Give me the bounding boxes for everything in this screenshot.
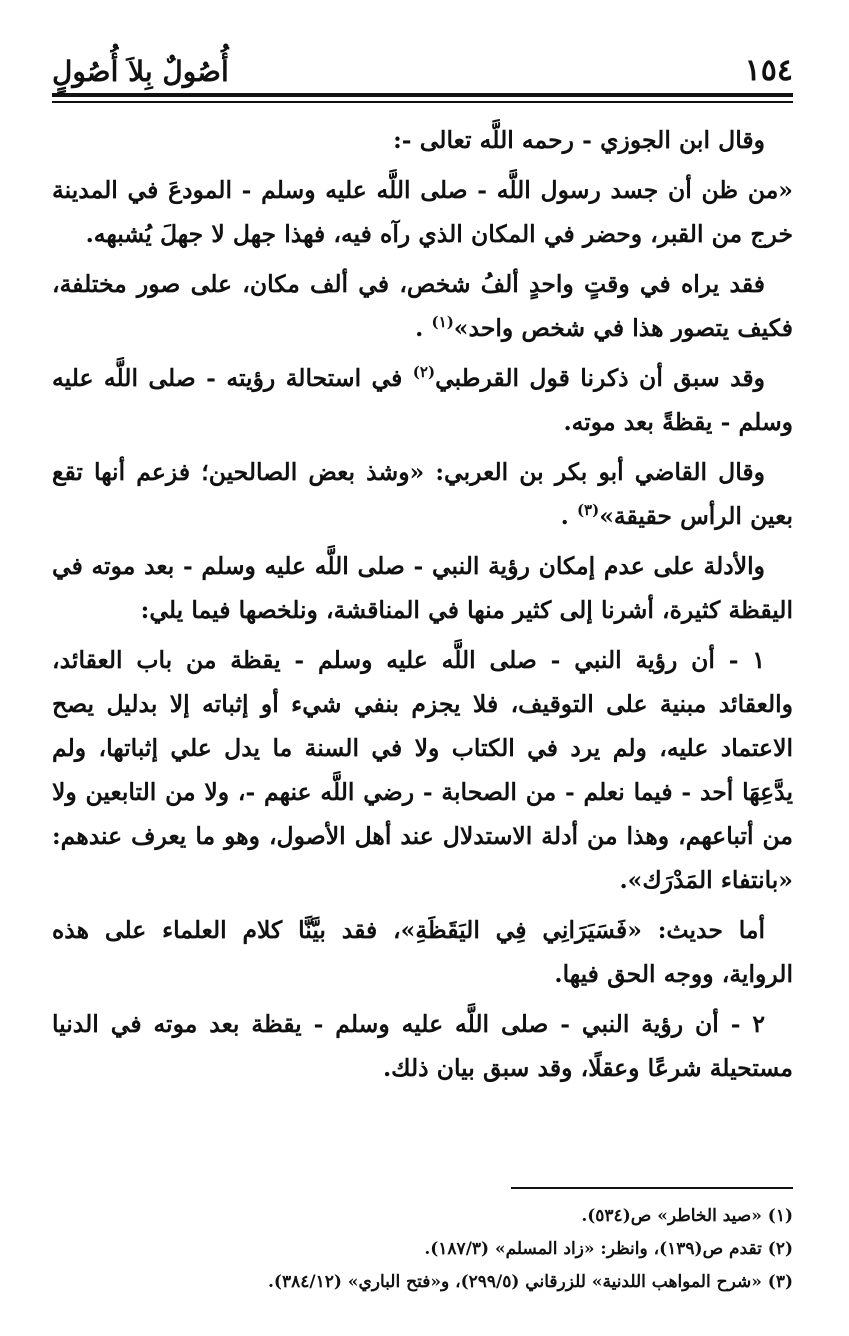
paragraph: والأدلة على عدم إمكان رؤية النبي - صلى اللَّه عليه وسلم - بعد موته في اليقظة كثيرة، أشرنا إلى كثير منها في المناقشة، ونلخصها فيما يلي: (52, 552, 793, 624)
page-header (52, 44, 793, 88)
footnote-ref[interactable]: (٢) (412, 363, 436, 382)
footnotes (52, 1200, 793, 1299)
header-rule-thick (52, 93, 793, 97)
footnote-rule (511, 1187, 793, 1189)
paragraph: وقد سبق أن ذكرنا قول القرطبي$^{(٢)}$ في استحالة رؤيته - صلى اللَّه عليه وسلم - يقظةً بعد موته. (52, 363, 793, 436)
paragraph: فقد يراه في وقتٍ واحدٍ ألفُ شخص، في ألف مكان، على صور مختلفة، فكيف يتصور هذا في شخص واحد»$^{(١)}$ . (52, 270, 793, 342)
footnote-ref[interactable]: (١) (431, 313, 454, 332)
paragraph: ١ - أن رؤية النبي - صلى اللَّه عليه وسلم - يقظة من باب العقائد، والعقائد مبنية على التوقيف، فلا يجزم بنفي شيء أو إثباته إلا بدليل يصح الاعتماد عليه، ولم يرد في الكتاب ولا في السنة ما يدل علي إثباتها، ولم يدَّعِهَا أحد - فيما نعلم - من الصحابة - رضي اللَّه عنهم -، ولا من التابعين ولا من أتباعهم، وهذا من أدلة الاستدلال عند أهل الأصول، وهو ما يعرف عندهم: «بانتفاء المَدْرَك». (52, 646, 793, 894)
paragraph: وقال ابن الجوزي - رحمه اللَّه تعالى -: (393, 126, 765, 154)
footnote: (١) «صيد الخاطر» ص(٥٣٤). (581, 1206, 793, 1226)
paragraph: ٢ - أن رؤية النبي - صلى اللَّه عليه وسلم - يقظة بعد موته في الدنيا مستحيلة شرعًا وعقلًا، وقد سبق بيان ذلك. (52, 1010, 793, 1082)
running-title: أُصُولٌ بِلاَ أُصُولٍ (52, 55, 229, 88)
paragraph: أما حديث: «فَسَيَرَانِي فِي اليَقَظَةِ»، فقد بيَّنَّا كلام العلماء على هذه الرواية، ووجه الحق فيها. (52, 916, 793, 988)
footnote: (٣) «شرح المواهب اللدنية» للزرقاني (٢٩٩/٥)، و«فتح الباري» (٣٨٤/١٢). (268, 1272, 793, 1292)
paragraph: «من ظن أن جسد رسول اللَّه - صلى اللَّه عليه وسلم - المودعَ في المدينة خرج من القبر، وحضر في المكان الذي رآه فيه، فهذا جهل لا جهلَ يُشبهه. (52, 176, 793, 248)
body-text (52, 118, 793, 1096)
footnote: (٢) تقدم ص(١٣٩)، وانظر: «زاد المسلم» (١٨٧/٣). (424, 1239, 793, 1259)
page-number: ١٥٤ (744, 53, 793, 88)
header-rule-thin (52, 101, 793, 103)
footnote-ref[interactable]: (٣) (576, 501, 600, 520)
paragraph: وقال القاضي أبو بكر بن العربي: «وشذ بعض الصالحين؛ فزعم أنها تقع بعين الرأس حقيقة»$^{(٣)}$ . (52, 458, 793, 530)
